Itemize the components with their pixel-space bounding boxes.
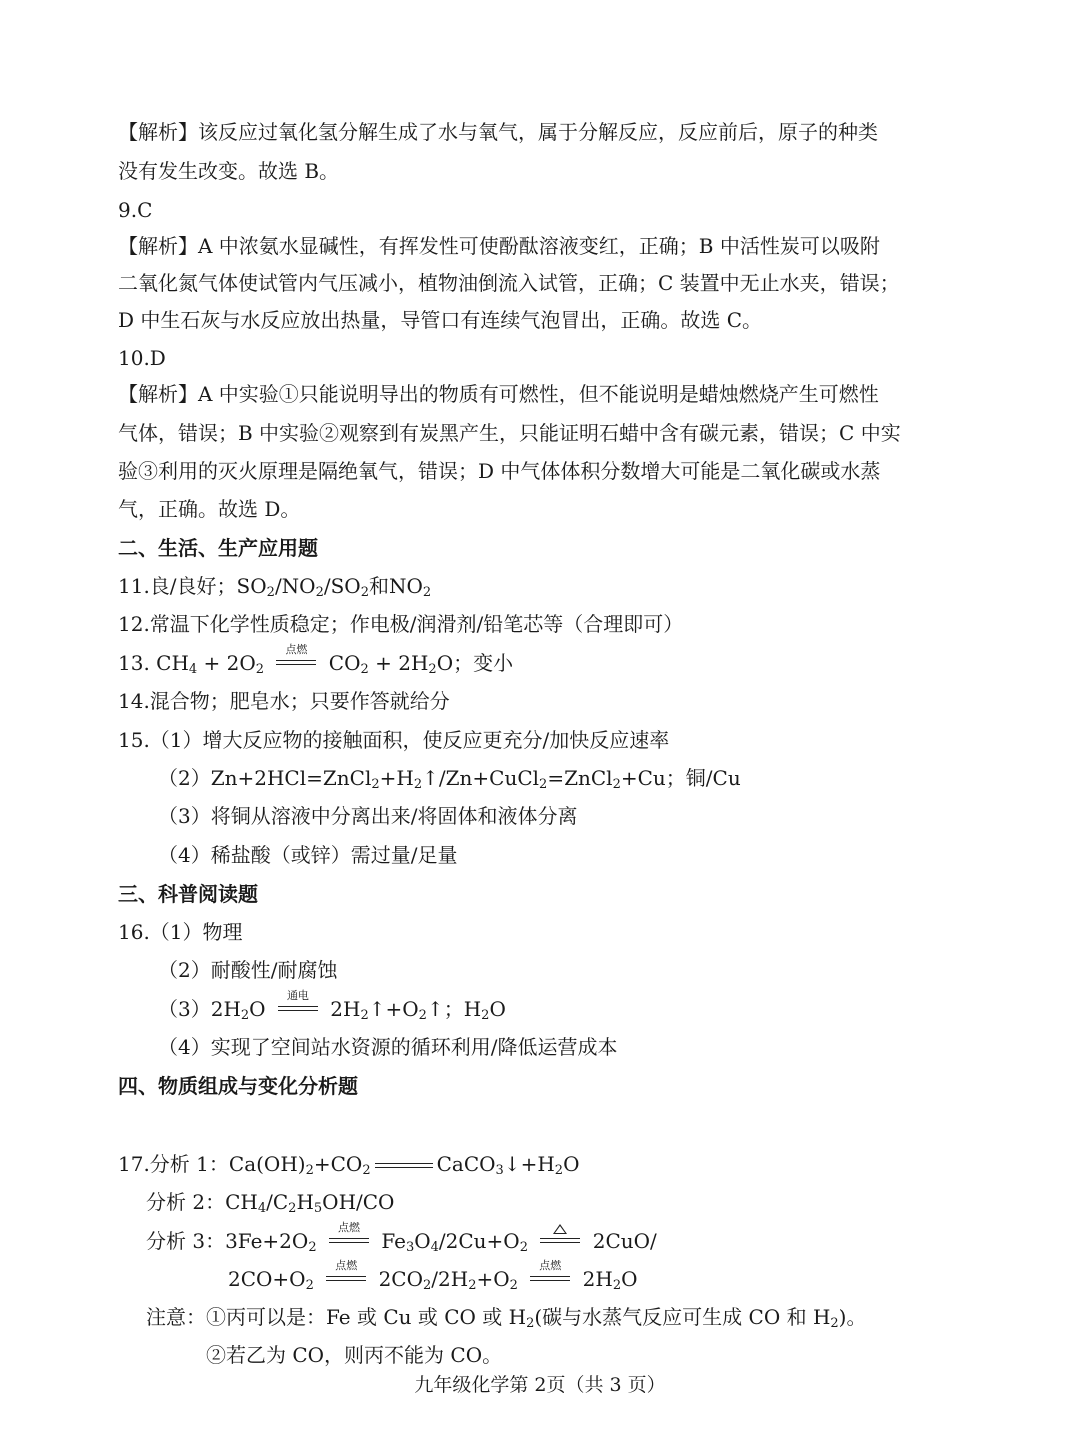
condition-label: 点燃: [285, 643, 308, 656]
answer-15-3: （3）将铜从溶液中分离出来/将固体和液体分离: [158, 804, 578, 828]
subscript: 2: [422, 585, 432, 600]
text: +H: [379, 766, 414, 790]
text-line: 【解析】该反应过氧化氢分解生成了水与氧气，属于分解反应，反应前后，原子的种类: [118, 120, 878, 144]
subscript: 2: [266, 585, 275, 600]
subscript: 2: [526, 1316, 535, 1331]
note-1: [146, 1302, 996, 1332]
subscript: 2: [554, 1163, 564, 1178]
subscript: 2: [315, 585, 324, 600]
text: 2CO+O: [228, 1267, 306, 1291]
text-line: 【解析】A 中实验①只能说明导出的物质有可燃性，但不能说明是蜡烛燃烧产生可燃性: [118, 382, 879, 406]
text: CaCO: [436, 1152, 496, 1176]
reaction-condition-arrow: [276, 989, 320, 1018]
condition-label: 通电: [286, 989, 309, 1002]
text: ↓+H: [503, 1152, 555, 1176]
text: O；变小: [436, 651, 514, 675]
text: 分析 2：CH: [146, 1190, 258, 1214]
subscript: 5: [313, 1201, 323, 1216]
subscript: 4: [188, 662, 198, 677]
answer-17-analysis-3-cont: [228, 1259, 1078, 1294]
text: +O: [476, 1267, 510, 1291]
condition-label: 点燃: [539, 1259, 562, 1272]
subscript: 3: [405, 1240, 415, 1255]
subscript: 2: [360, 662, 369, 677]
subscript: 2: [830, 1316, 839, 1331]
condition-label: 点燃: [337, 1221, 360, 1234]
subscript: 2: [288, 1201, 297, 1216]
text-line: 验③利用的灭火原理是隔绝氧气，错误；D 中气体体积分数增大可能是二氧化碳或水蒸: [118, 459, 881, 483]
text: /SO: [323, 574, 361, 598]
text: (碳与水蒸气反应可生成 CO 和 H: [534, 1305, 831, 1329]
text: 分析 3：3Fe+2O: [146, 1229, 309, 1253]
subscript: 2: [305, 1278, 314, 1293]
text: )。: [838, 1305, 867, 1329]
answer-15-4: （4）稀盐酸（或锌）需过量/足量: [158, 843, 458, 867]
subscript: 2: [413, 777, 423, 792]
text: 2H: [330, 997, 361, 1021]
subscript: 2: [468, 1278, 477, 1293]
text: 17.分析 1：Ca(OH): [118, 1152, 306, 1176]
answer-10: 10.D: [118, 346, 166, 370]
subscript: 2: [360, 1008, 369, 1023]
text: =ZnCl: [547, 766, 613, 790]
subscript: 2: [612, 777, 621, 792]
text: Fe: [381, 1229, 406, 1253]
text: ↑+O: [368, 997, 419, 1021]
subscript: 2: [308, 1240, 317, 1255]
text-line: 没有发生改变。故选 B。: [118, 159, 340, 183]
subscript: 2: [418, 1008, 427, 1023]
reaction-condition-arrow: [274, 643, 318, 672]
answer-17-analysis-1: [118, 1149, 968, 1179]
text: O: [414, 1229, 431, 1253]
subscript: 2: [481, 1008, 490, 1023]
answer-16-2: （2）耐酸性/耐腐蚀: [158, 958, 338, 982]
equation-equals-sign: [375, 1163, 433, 1168]
reaction-condition-arrow: [327, 1221, 371, 1250]
text-line: 【解析】A 中浓氨水显碱性，有挥发性可使酚酞溶液变红，正确；B 中活性炭可以吸附: [118, 234, 880, 258]
text: ↑/Zn+CuCl: [422, 766, 540, 790]
answer-17-analysis-2: [146, 1187, 996, 1217]
text: O: [249, 997, 266, 1021]
text: /2Cu+O: [438, 1229, 520, 1253]
answer-16-1: 16.（1）物理: [118, 920, 243, 944]
text: 13. CH: [118, 651, 189, 675]
text: O: [489, 997, 506, 1021]
text: O: [563, 1152, 580, 1176]
answer-14: 14.混合物；肥皂水；只要作答就给分: [118, 689, 450, 713]
subscript: 2: [240, 1008, 250, 1023]
text: 和NO: [368, 574, 423, 598]
note-2: ②若乙为 CO，则丙不能为 CO。: [206, 1343, 503, 1367]
text: 2CO: [378, 1267, 424, 1291]
answer-16-3: [158, 989, 1008, 1024]
text: /NO: [274, 574, 316, 598]
subscript: 2: [371, 777, 380, 792]
text: + 2O: [197, 651, 256, 675]
text: +Cu；铜/Cu: [620, 766, 741, 790]
text: OH/CO: [322, 1190, 395, 1214]
text: H: [296, 1190, 314, 1214]
answer-15-1: 15.（1）增大反应物的接触面积，使反应更充分/加快反应速率: [118, 728, 670, 752]
text-line: 气体，错误；B 中实验②观察到有炭黑产生，只能证明石蜡中含有碳元素，错误；C 中实: [118, 421, 901, 445]
answer-16-4: （4）实现了空间站水资源的循环利用/降低运营成本: [158, 1035, 618, 1059]
subscript: 2: [305, 1163, 314, 1178]
text: 注意：①丙可以是：Fe 或 Cu 或 CO 或 H: [146, 1305, 527, 1329]
subscript: 2: [539, 777, 548, 792]
text: 2CuO/: [592, 1229, 657, 1253]
subscript: 2: [423, 1278, 432, 1293]
subscript: 2: [509, 1278, 518, 1293]
subscript: 4: [257, 1201, 267, 1216]
text-line: D 中生石灰与水反应放出热量，导管口有连续气泡冒出，正确。故选 C。: [118, 308, 763, 332]
heat-triangle-icon: [553, 1224, 567, 1234]
text: 11.良/良好；SO: [118, 574, 267, 598]
subscript: 3: [495, 1163, 504, 1178]
reaction-condition-arrow: [528, 1259, 572, 1288]
section-heading: 四、物质组成与变化分析题: [118, 1074, 358, 1098]
answer-13: [118, 643, 968, 678]
subscript: 2: [362, 1163, 371, 1178]
text: 2H: [582, 1267, 613, 1291]
text-line: 二氧化氮气体使试管内气压减小，植物油倒流入试管，正确；C 装置中无止水夹，错误；: [118, 271, 900, 295]
subscript: 2: [360, 585, 369, 600]
text: O: [621, 1267, 638, 1291]
subscript: 4: [430, 1240, 439, 1255]
subscript: 2: [612, 1278, 622, 1293]
condition-label: 点燃: [335, 1259, 358, 1272]
reaction-condition-arrow: [324, 1259, 368, 1288]
subscript: 2: [519, 1240, 528, 1255]
text: （3）2H: [158, 997, 241, 1021]
answer-12: 12.常温下化学性质稳定；作电极/润滑剂/铅笔芯等（合理即可）: [118, 612, 684, 636]
text: + 2H: [368, 651, 429, 675]
answer-9: 9.C: [118, 198, 153, 222]
text: /2H: [431, 1267, 469, 1291]
section-heading: 二、生活、生产应用题: [118, 536, 318, 560]
section-heading: 三、科普阅读题: [118, 882, 258, 906]
heat-condition-arrow: [538, 1228, 582, 1250]
text: /C: [266, 1190, 289, 1214]
subscript: 2: [428, 662, 437, 677]
page-footer: 九年级化学第 2页（共 3 页）: [414, 1374, 666, 1396]
subscript: 2: [255, 662, 265, 677]
text-line: 气，正确。故选 D。: [118, 497, 301, 521]
text: ↑；H: [426, 997, 482, 1021]
answer-11: [118, 571, 968, 601]
answer-15-2: [158, 763, 1008, 793]
text: CO: [328, 651, 361, 675]
text: +CO: [313, 1152, 363, 1176]
text: （2）Zn+2HCl=ZnCl: [158, 766, 372, 790]
answer-17-analysis-3: [146, 1221, 996, 1256]
